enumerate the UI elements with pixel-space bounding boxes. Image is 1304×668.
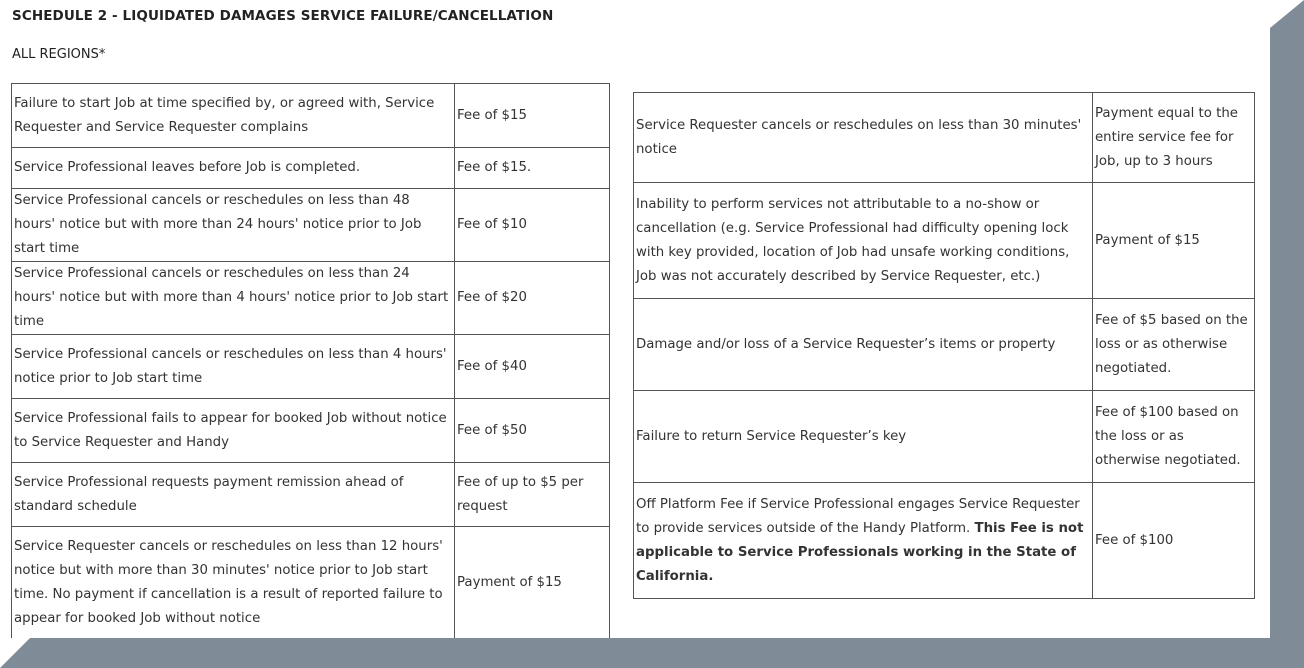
condition-cell: Service Requester cancels or reschedules on less than 12 hours' notice but with more than 30 minutes' notice prior to Job start time. No payment if cancellation is a result of reported failure to appear for booked Job without notice: [12, 527, 455, 639]
table-row: [12, 189, 610, 262]
page-title: SCHEDULE 2 - LIQUIDATED DAMAGES SERVICE FAILURE/CANCELLATION: [12, 8, 554, 24]
condition-text: Off Platform Fee if Service Professional engages Service Requester to provide services outside of the Handy Platform.: [636, 496, 1080, 536]
table-row: [634, 299, 1255, 391]
frame-edge-bottom: [0, 638, 1304, 668]
condition-cell: Service Professional requests payment remission ahead of standard schedule: [12, 463, 455, 527]
fee-cell: Fee of $10: [455, 189, 610, 262]
table-row: [12, 335, 610, 399]
table-row: [12, 262, 610, 335]
condition-cell: Service Professional cancels or reschedules on less than 48 hours' notice but with more than 24 hours' notice prior to Job start time: [12, 189, 455, 262]
fee-cell: Payment of $15: [1093, 183, 1255, 299]
table-row: [12, 527, 610, 639]
frame-corner-top: [1270, 0, 1304, 28]
table-row: [634, 483, 1255, 599]
condition-cell: Service Requester cancels or reschedules on less than 30 minutes' notice: [634, 93, 1093, 183]
fee-cell: Fee of up to $5 per request: [455, 463, 610, 527]
condition-cell: Service Professional leaves before Job is completed.: [12, 148, 455, 189]
condition-cell: Failure to start Job at time specified by, or agreed with, Service Requester and Service Requester complains: [12, 84, 455, 148]
condition-cell: Service Professional fails to appear for booked Job without notice to Service Requester and Handy: [12, 399, 455, 463]
condition-cell: Failure to return Service Requester’s key: [634, 391, 1093, 483]
fee-cell: Fee of $100: [1093, 483, 1255, 599]
frame-edge-right: [1270, 0, 1304, 668]
fee-cell: Payment equal to the entire service fee for Job, up to 3 hours: [1093, 93, 1255, 183]
condition-bold-text: This Fee is not applicable to Service Professionals working in the State of California.: [636, 520, 1084, 584]
fee-cell: Fee of $20: [455, 262, 610, 335]
fee-cell: Payment of $15: [455, 527, 610, 639]
table-row: [634, 183, 1255, 299]
fee-cell: Fee of $100 based on the loss or as otherwise negotiated.: [1093, 391, 1255, 483]
fee-cell: Fee of $40: [455, 335, 610, 399]
fee-table-left: [11, 83, 610, 638]
fee-cell: Fee of $15: [455, 84, 610, 148]
fee-cell: Fee of $50: [455, 399, 610, 463]
table-row: [634, 93, 1255, 183]
condition-cell: [634, 483, 1093, 599]
regions-label: ALL REGIONS*: [12, 47, 106, 62]
fee-cell: Fee of $15.: [455, 148, 610, 189]
condition-cell: Service Professional cancels or reschedules on less than 24 hours' notice but with more than 4 hours' notice prior to Job start time: [12, 262, 455, 335]
condition-cell: Inability to perform services not attributable to a no-show or cancellation (e.g. Service Professional had difficulty opening lock with key provided, location of Job had unsafe working conditions, Job was not accurately described by Service Requester, etc.): [634, 183, 1093, 299]
condition-cell: Service Professional cancels or reschedules on less than 4 hours' notice prior to Job start time: [12, 335, 455, 399]
fee-table-right: [633, 92, 1255, 599]
condition-cell: Damage and/or loss of a Service Requester’s items or property: [634, 299, 1093, 391]
table-row: [12, 84, 610, 148]
table-row: [12, 399, 610, 463]
fee-cell: Fee of $5 based on the loss or as otherwise negotiated.: [1093, 299, 1255, 391]
table-row: [634, 391, 1255, 483]
table-row: [12, 463, 610, 527]
table-row: [12, 148, 610, 189]
frame-corner-bottom-left: [0, 638, 30, 668]
